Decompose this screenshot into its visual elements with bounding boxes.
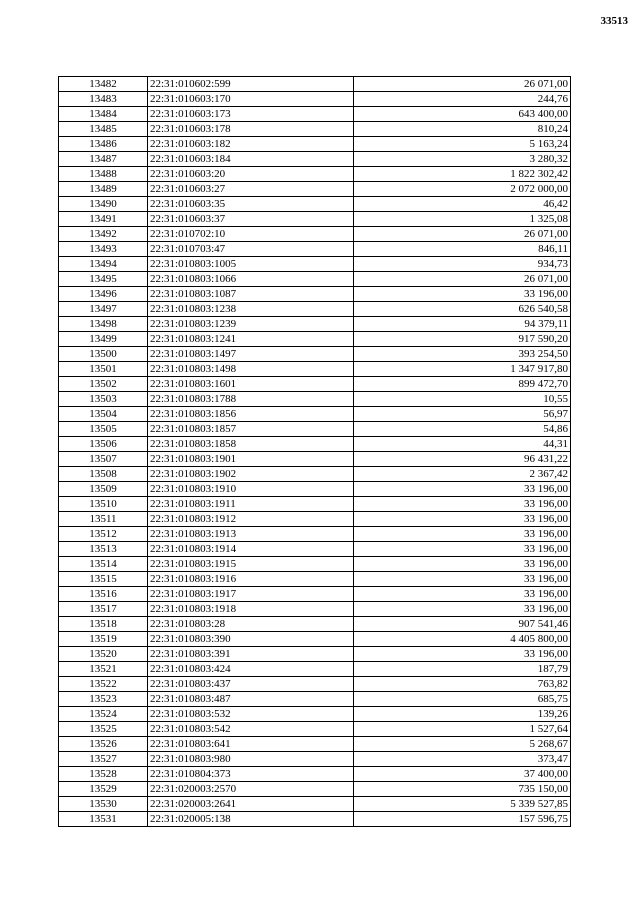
value-cell: 56,97 — [354, 407, 571, 422]
value-cell: 33 196,00 — [354, 587, 571, 602]
value-cell: 33 196,00 — [354, 602, 571, 617]
row-number-cell: 13491 — [59, 212, 148, 227]
row-number-cell: 13520 — [59, 647, 148, 662]
cadastral-number-cell: 22:31:010803:1087 — [148, 287, 354, 302]
row-number-cell: 13487 — [59, 152, 148, 167]
page-number: 33513 — [600, 15, 628, 27]
row-number-cell: 13513 — [59, 542, 148, 557]
table-row — [59, 557, 571, 572]
table-row — [59, 437, 571, 452]
cadastral-number-cell: 22:31:010803:1910 — [148, 482, 354, 497]
row-number-cell: 13530 — [59, 797, 148, 812]
value-cell: 899 472,70 — [354, 377, 571, 392]
value-cell: 26 071,00 — [354, 272, 571, 287]
value-cell: 5 268,67 — [354, 737, 571, 752]
value-cell: 33 196,00 — [354, 542, 571, 557]
row-number-cell: 13499 — [59, 332, 148, 347]
value-cell: 46,42 — [354, 197, 571, 212]
cadastral-number-cell: 22:31:020003:2570 — [148, 782, 354, 797]
row-number-cell: 13521 — [59, 662, 148, 677]
cadastral-number-cell: 22:31:010602:599 — [148, 77, 354, 92]
row-number-cell: 13506 — [59, 437, 148, 452]
row-number-cell: 13503 — [59, 392, 148, 407]
cadastral-number-cell: 22:31:010603:178 — [148, 122, 354, 137]
row-number-cell: 13484 — [59, 107, 148, 122]
row-number-cell: 13511 — [59, 512, 148, 527]
value-cell: 917 590,20 — [354, 332, 571, 347]
table-row — [59, 572, 571, 587]
cadastral-number-cell: 22:31:010803:1911 — [148, 497, 354, 512]
cadastral-number-cell: 22:31:010803:1856 — [148, 407, 354, 422]
row-number-cell: 13497 — [59, 302, 148, 317]
row-number-cell: 13529 — [59, 782, 148, 797]
value-cell: 846,11 — [354, 242, 571, 257]
registry-table-body — [59, 77, 571, 827]
table-row — [59, 332, 571, 347]
table-row — [59, 377, 571, 392]
value-cell: 54,86 — [354, 422, 571, 437]
row-number-cell: 13523 — [59, 692, 148, 707]
value-cell: 907 541,46 — [354, 617, 571, 632]
value-cell: 33 196,00 — [354, 287, 571, 302]
cadastral-number-cell: 22:31:010803:532 — [148, 707, 354, 722]
value-cell: 33 196,00 — [354, 647, 571, 662]
table-row — [59, 617, 571, 632]
cadastral-number-cell: 22:31:010603:20 — [148, 167, 354, 182]
value-cell: 33 196,00 — [354, 497, 571, 512]
row-number-cell: 13507 — [59, 452, 148, 467]
row-number-cell: 13486 — [59, 137, 148, 152]
value-cell: 1 347 917,80 — [354, 362, 571, 377]
table-row — [59, 587, 571, 602]
table-row — [59, 167, 571, 182]
cadastral-number-cell: 22:31:010702:10 — [148, 227, 354, 242]
row-number-cell: 13496 — [59, 287, 148, 302]
value-cell: 1 822 302,42 — [354, 167, 571, 182]
value-cell: 2 367,42 — [354, 467, 571, 482]
table-row — [59, 137, 571, 152]
table-row — [59, 302, 571, 317]
cadastral-number-cell: 22:31:010803:391 — [148, 647, 354, 662]
table-row — [59, 257, 571, 272]
cadastral-number-cell: 22:31:010703:47 — [148, 242, 354, 257]
row-number-cell: 13527 — [59, 752, 148, 767]
table-row — [59, 347, 571, 362]
value-cell: 735 150,00 — [354, 782, 571, 797]
row-number-cell: 13508 — [59, 467, 148, 482]
table-row — [59, 497, 571, 512]
value-cell: 3 280,32 — [354, 152, 571, 167]
cadastral-number-cell: 22:31:010803:1857 — [148, 422, 354, 437]
row-number-cell: 13522 — [59, 677, 148, 692]
value-cell: 10,55 — [354, 392, 571, 407]
table-row — [59, 107, 571, 122]
cadastral-number-cell: 22:31:010603:170 — [148, 92, 354, 107]
value-cell: 5 339 527,85 — [354, 797, 571, 812]
row-number-cell: 13509 — [59, 482, 148, 497]
row-number-cell: 13485 — [59, 122, 148, 137]
row-number-cell: 13501 — [59, 362, 148, 377]
value-cell: 4 405 800,00 — [354, 632, 571, 647]
cadastral-number-cell: 22:31:020005:138 — [148, 812, 354, 827]
table-row — [59, 212, 571, 227]
value-cell: 934,73 — [354, 257, 571, 272]
cadastral-number-cell: 22:31:010603:35 — [148, 197, 354, 212]
table-row — [59, 197, 571, 212]
table-row — [59, 392, 571, 407]
cadastral-number-cell: 22:31:010803:1917 — [148, 587, 354, 602]
value-cell: 33 196,00 — [354, 572, 571, 587]
table-row — [59, 632, 571, 647]
row-number-cell: 13515 — [59, 572, 148, 587]
table-row — [59, 512, 571, 527]
table-row — [59, 77, 571, 92]
value-cell: 1 325,08 — [354, 212, 571, 227]
cadastral-number-cell: 22:31:010803:28 — [148, 617, 354, 632]
table-row — [59, 677, 571, 692]
cadastral-number-cell: 22:31:010803:1498 — [148, 362, 354, 377]
table-row — [59, 467, 571, 482]
value-cell: 139,26 — [354, 707, 571, 722]
value-cell: 643 400,00 — [354, 107, 571, 122]
row-number-cell: 13493 — [59, 242, 148, 257]
cadastral-number-cell: 22:31:010603:173 — [148, 107, 354, 122]
table-row — [59, 767, 571, 782]
value-cell: 626 540,58 — [354, 302, 571, 317]
table-row — [59, 92, 571, 107]
value-cell: 393 254,50 — [354, 347, 571, 362]
cadastral-number-cell: 22:31:010803:1005 — [148, 257, 354, 272]
table-row — [59, 812, 571, 827]
cadastral-number-cell: 22:31:010803:1788 — [148, 392, 354, 407]
table-row — [59, 602, 571, 617]
table-row — [59, 362, 571, 377]
cadastral-number-cell: 22:31:010603:182 — [148, 137, 354, 152]
row-number-cell: 13512 — [59, 527, 148, 542]
cadastral-number-cell: 22:31:010803:641 — [148, 737, 354, 752]
cadastral-number-cell: 22:31:010803:1066 — [148, 272, 354, 287]
cadastral-number-cell: 22:31:010603:27 — [148, 182, 354, 197]
value-cell: 5 163,24 — [354, 137, 571, 152]
value-cell: 810,24 — [354, 122, 571, 137]
cadastral-number-cell: 22:31:010803:1902 — [148, 467, 354, 482]
table-row — [59, 152, 571, 167]
row-number-cell: 13494 — [59, 257, 148, 272]
table-row — [59, 542, 571, 557]
table-row — [59, 407, 571, 422]
registry-table — [58, 76, 571, 827]
cadastral-number-cell: 22:31:010803:1912 — [148, 512, 354, 527]
table-row — [59, 527, 571, 542]
value-cell: 96 431,22 — [354, 452, 571, 467]
value-cell: 157 596,75 — [354, 812, 571, 827]
row-number-cell: 13498 — [59, 317, 148, 332]
value-cell: 373,47 — [354, 752, 571, 767]
table-row — [59, 122, 571, 137]
cadastral-number-cell: 22:31:010803:487 — [148, 692, 354, 707]
cadastral-number-cell: 22:31:010803:1238 — [148, 302, 354, 317]
table-row — [59, 752, 571, 767]
row-number-cell: 13505 — [59, 422, 148, 437]
row-number-cell: 13495 — [59, 272, 148, 287]
value-cell: 33 196,00 — [354, 482, 571, 497]
value-cell: 187,79 — [354, 662, 571, 677]
cadastral-number-cell: 22:31:010603:37 — [148, 212, 354, 227]
cadastral-number-cell: 22:31:010803:424 — [148, 662, 354, 677]
value-cell: 244,76 — [354, 92, 571, 107]
row-number-cell: 13514 — [59, 557, 148, 572]
table-row — [59, 692, 571, 707]
row-number-cell: 13510 — [59, 497, 148, 512]
value-cell: 1 527,64 — [354, 722, 571, 737]
value-cell: 33 196,00 — [354, 512, 571, 527]
table-row — [59, 782, 571, 797]
cadastral-number-cell: 22:31:010603:184 — [148, 152, 354, 167]
value-cell: 763,82 — [354, 677, 571, 692]
value-cell: 94 379,11 — [354, 317, 571, 332]
row-number-cell: 13504 — [59, 407, 148, 422]
table-row — [59, 707, 571, 722]
table-row — [59, 722, 571, 737]
row-number-cell: 13500 — [59, 347, 148, 362]
table-row — [59, 422, 571, 437]
row-number-cell: 13483 — [59, 92, 148, 107]
cadastral-number-cell: 22:31:010803:1916 — [148, 572, 354, 587]
cadastral-number-cell: 22:31:010803:437 — [148, 677, 354, 692]
row-number-cell: 13528 — [59, 767, 148, 782]
cadastral-number-cell: 22:31:010803:1914 — [148, 542, 354, 557]
cadastral-number-cell: 22:31:010803:542 — [148, 722, 354, 737]
cadastral-number-cell: 22:31:020003:2641 — [148, 797, 354, 812]
value-cell: 33 196,00 — [354, 557, 571, 572]
cadastral-number-cell: 22:31:010804:373 — [148, 767, 354, 782]
row-number-cell: 13519 — [59, 632, 148, 647]
cadastral-number-cell: 22:31:010803:1901 — [148, 452, 354, 467]
table-row — [59, 242, 571, 257]
table-row — [59, 182, 571, 197]
table-row — [59, 647, 571, 662]
value-cell: 33 196,00 — [354, 527, 571, 542]
table-row — [59, 452, 571, 467]
cadastral-number-cell: 22:31:010803:1601 — [148, 377, 354, 392]
row-number-cell: 13518 — [59, 617, 148, 632]
cadastral-number-cell: 22:31:010803:1913 — [148, 527, 354, 542]
table-row — [59, 737, 571, 752]
table-row — [59, 482, 571, 497]
value-cell: 685,75 — [354, 692, 571, 707]
table-row — [59, 227, 571, 242]
row-number-cell: 13492 — [59, 227, 148, 242]
row-number-cell: 13525 — [59, 722, 148, 737]
row-number-cell: 13526 — [59, 737, 148, 752]
row-number-cell: 13517 — [59, 602, 148, 617]
value-cell: 37 400,00 — [354, 767, 571, 782]
table-row — [59, 797, 571, 812]
value-cell: 2 072 000,00 — [354, 182, 571, 197]
cadastral-number-cell: 22:31:010803:1241 — [148, 332, 354, 347]
row-number-cell: 13502 — [59, 377, 148, 392]
value-cell: 26 071,00 — [354, 227, 571, 242]
row-number-cell: 13482 — [59, 77, 148, 92]
value-cell: 26 071,00 — [354, 77, 571, 92]
table-row — [59, 662, 571, 677]
cadastral-number-cell: 22:31:010803:1858 — [148, 437, 354, 452]
cadastral-number-cell: 22:31:010803:390 — [148, 632, 354, 647]
row-number-cell: 13490 — [59, 197, 148, 212]
table-row — [59, 287, 571, 302]
cadastral-number-cell: 22:31:010803:980 — [148, 752, 354, 767]
row-number-cell: 13531 — [59, 812, 148, 827]
row-number-cell: 13489 — [59, 182, 148, 197]
table-row — [59, 317, 571, 332]
row-number-cell: 13524 — [59, 707, 148, 722]
row-number-cell: 13516 — [59, 587, 148, 602]
cadastral-number-cell: 22:31:010803:1918 — [148, 602, 354, 617]
row-number-cell: 13488 — [59, 167, 148, 182]
value-cell: 44,31 — [354, 437, 571, 452]
table-row — [59, 272, 571, 287]
cadastral-number-cell: 22:31:010803:1497 — [148, 347, 354, 362]
cadastral-number-cell: 22:31:010803:1239 — [148, 317, 354, 332]
cadastral-number-cell: 22:31:010803:1915 — [148, 557, 354, 572]
